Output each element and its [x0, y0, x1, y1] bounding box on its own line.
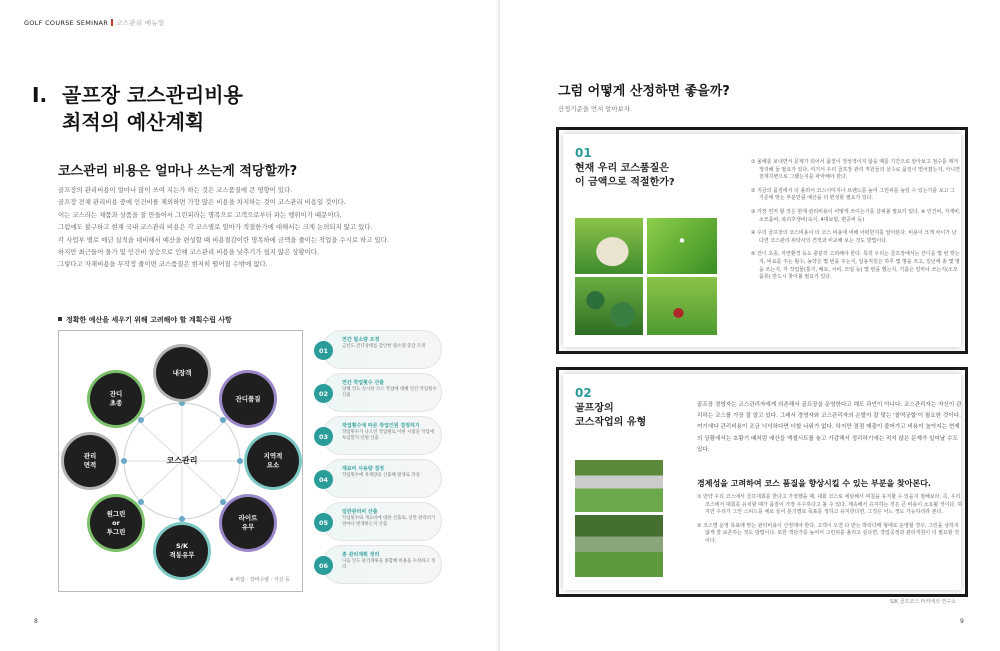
- tournament-photo: [575, 460, 663, 512]
- list-item: ① 만약 우리 코스에서 골프대회를 한다고 가정했을 때, 대회 코스로 세팅해서 며칠을 유지할 수 있을지 점해보라. 즉, 우리 코스에서 대회를 유치할 때가 품질이 가장 우수하다고 볼 수 있다. 계속해서 유지하는 것은 큰 비용이 소요될 것이다. 하지만 우리가 그린 스피드를 예로 들어 분기별로 목표를 정하고 유지한다면, 그것은 어느 정도 가능하리라 본다.: [697, 494, 963, 516]
- planning-step: [314, 502, 442, 541]
- list-item: ③ 가장 먼저 할 것은 현재 관리비용이 어떻게 쓰이는가를 살펴볼 필요가 있다. ※ 인건비, 자재비, 소모품비, 복리후생비(숙식, 4대보험, 편공비 등): [751, 208, 961, 223]
- step-title: 연간 작업횟수 산출: [342, 380, 385, 386]
- body-line: 하지만 최근들어 물가 및 인건비 상승으로 인해 코스관리 비용을 낮추기가 쉽지 않은 상황이다.: [58, 248, 319, 257]
- right-page-subtitle: 산정기준을 먼저 알아보자.: [558, 105, 633, 113]
- bullet-square: [58, 317, 62, 321]
- list-item: ② 코스별 운영 목표에 맞는 관리비용이 산정돼야 한다. 고객이 오면 다 받는 박리다매 형태로 운영할 경우, 그린을 상하지 않게 잘 보존하는 것도 방법이다. 또한 객단가를 높여서 그린피를 올리고 싶다면, 작업공정과 관리직원이 더 필요할 것이다.: [697, 522, 960, 544]
- running-header: [24, 18, 165, 27]
- panel-inner: [563, 134, 961, 347]
- planning-step: [314, 373, 442, 412]
- connector-dot: [138, 499, 144, 505]
- connector-dot: [179, 400, 185, 406]
- golf-bunker-photo: [575, 218, 643, 274]
- body-line: 각 사업부 별로 매년 실적을 대비해서 예산을 편성할 때 비용절감이란 명목하에 금액을 줄이는 작업을 수시로 하고 있다.: [58, 235, 389, 244]
- diagram-node: 라이트 유무: [222, 497, 274, 549]
- panel2-list: [697, 494, 963, 552]
- body-line: 그럼에도 불구하고 현재 국내 코스관리 비용은 각 코스별로 얼마가 적절한가에 대해서는 크게 논의되지 않고 있다.: [58, 223, 373, 232]
- diagram-node: 관리 면적: [64, 435, 116, 487]
- page-number-left: 8: [34, 618, 38, 625]
- chapter-title: [32, 82, 243, 136]
- panel1-list: [751, 159, 961, 288]
- step-title: 연간 필소량 조정: [342, 337, 380, 343]
- step-number: 01: [314, 341, 333, 360]
- step-title: 일반관리비 산출: [342, 509, 378, 515]
- step-title: 작업횟수에 따른 작업인원 결정하기: [342, 423, 420, 429]
- step-description: 작업횟수에 자재량을 산출해 발생로 작성: [342, 473, 420, 478]
- planning-step: [314, 459, 442, 498]
- step-number: 06: [314, 556, 333, 575]
- body-line: 골프장 전체 관리비용 중에 인건비를 제외하면 가장 많은 비용을 차지하는 것이 코스관리 비용일 것이다.: [58, 198, 346, 207]
- diagram-node: 내장객: [156, 347, 208, 399]
- panel-number: 01: [575, 146, 592, 160]
- connector-dot: [138, 417, 144, 423]
- photo-caption: S/K 골프코스 마커에의 연구소: [890, 599, 957, 605]
- step-number: 02: [314, 384, 333, 403]
- chapter-title-line2: 최적의 예산계획: [62, 110, 205, 134]
- header-title: GOLF COURSE SEMINAR: [24, 19, 109, 27]
- connector-dot: [220, 499, 226, 505]
- step-description: 금년도 잔디상태를 감안한 필소량 증감 조정: [342, 344, 426, 349]
- diagram-node: 원그린 or 투그린: [90, 497, 142, 549]
- planning-factors-diagram: [58, 330, 303, 592]
- diagram-node: 잔디 초종: [90, 373, 142, 425]
- section-question: 코스관리 비용은 얼마나 쓰는게 적당할까?: [58, 164, 298, 179]
- planning-steps: [314, 330, 442, 588]
- panel-title-line: 골프장의: [575, 403, 614, 414]
- panel-title-line: 현재 우리 코스품질은: [575, 163, 669, 174]
- step-number: 04: [314, 470, 333, 489]
- body-text: [58, 184, 458, 271]
- panel-inner: [563, 374, 961, 590]
- connector-dot: [121, 458, 127, 464]
- panel-course-quality: [556, 127, 968, 354]
- diagram-node: S/K 적동유무: [156, 525, 208, 577]
- planning-step: [314, 416, 442, 455]
- chapter-number: Ⅰ.: [32, 83, 48, 107]
- panel-number: 02: [575, 386, 592, 400]
- connector-dot: [220, 417, 226, 423]
- panel-title-line: 코스작업의 유형: [575, 417, 647, 428]
- connector-dot: [179, 516, 185, 522]
- step-number: 03: [314, 427, 333, 446]
- gallery-photo: [575, 515, 663, 577]
- header-subtitle: 코스관리 매뉴얼: [116, 19, 165, 27]
- diagram-note: ※ 바람 · 장비수량 · 기상 등: [229, 577, 290, 583]
- step-description: 다음 연도 관리계획을 종합해 비용을 수정하고 정리: [342, 559, 436, 571]
- list-item: ② 지금의 품질에서 더 올려서 코스이미지나 브랜드를 높여 그린피를 높일 수 있는가를 보고 그 기준에 맞는 부분만큼 예산을 더 편성할 필요가 있다.: [751, 187, 955, 202]
- body-line: 이는 코스라는 제품과 상품을 잘 만들어서 그린피라는 명목으로 고객으로부터 파는 행위이기 때문이다.: [58, 210, 342, 219]
- diagram-center: 코스관리: [166, 456, 198, 465]
- planning-step: [314, 545, 442, 584]
- diagram-section-label-text: 정확한 예산을 세우기 위해 고려해야 할 계획수립 사항: [66, 316, 232, 324]
- panel-title: [575, 402, 646, 430]
- diagram-section-label: [58, 315, 232, 325]
- diagram-node: 지역적 요소: [247, 435, 299, 487]
- mowing-photo: [647, 277, 717, 335]
- list-item: ⑤ 잔디 초종, 자연환경 등도 충분히 고려해야 한다. 특히 우리는 골프장에서는 잔디를 몇 번 깎는지, 비료를 주는 횟수, 농약은 몇 번을 주는지, 일용직원은 하루 몇 명을 쓰고, 일년에 총 몇 명을 쓰는지, 각 작업물(통기, 배토, 시비, 모임 등) 몇 번을 했는지, 기름은 얼마나 쓰는지(소모품류) 반드시 찾아볼 필요가 있다.: [751, 251, 960, 281]
- panel-title: [575, 162, 675, 190]
- page-number-right: 9: [960, 618, 964, 625]
- right-page-title: 그럼 어떻게 산정하면 좋을까?: [558, 84, 730, 99]
- body-line: 골프장의 관리비용이 얼마나 많이 쓰여 지는가 하는 것은 코스품질에 큰 영향이 있다.: [58, 186, 293, 194]
- step-description: 작업횟수가 나오면 작업별로 어떤 시범을 작업에 투입할지 인원 산출: [342, 430, 434, 442]
- step-description: 작업횟수와 재료비에 대한 산출로, 일반 관리비가 얼마나 발생하는지 산출: [342, 516, 436, 528]
- chapter-title-line1: 골프장 코스관리비용: [62, 83, 243, 107]
- putting-green-photo: [647, 218, 717, 274]
- connector-dot: [237, 458, 243, 464]
- planning-step: [314, 330, 442, 369]
- diagram-node: 잔디품질: [222, 373, 274, 425]
- panel2-paragraph: 골프장 경영자는 코스관리자에게 의존해서 골프장을 운영한다고 해도 과언이 아니다. 코스관리자는 자신이 관리하는 코스를 가장 잘 알고 있다. 그래서 경영자와 코스관리자의 손발이 잘 맞는 '찰떡궁합'이 필요한 것이다. 여기에다 관리비용이 조금 넉넉하다면 더할 나위가 없다. 하지만 점점 매출이 줄어가고 비용이 높아지는 현재의 상황에서는 호황기 때처럼 예산을 엑셀시트를 놓고 가감해서 정리하기에는 적지 않은 문제가 일어날 수도 있다.: [697, 402, 962, 453]
- step-description: 당해 연도 실시한 코스 작업에 대해 연간 작업횟수 산출: [342, 387, 437, 399]
- step-title: 재료비 사용량 결정: [342, 466, 385, 472]
- header-divider: [111, 19, 113, 26]
- step-number: 05: [314, 513, 333, 532]
- step-title: 총 관리계획 정리: [342, 552, 380, 558]
- aerial-course-photo: [575, 277, 643, 335]
- body-line: 그렇다고 자재비용을 무작정 줄이면 코스품질은 현저히 떨어질 수밖에 없다.: [58, 260, 268, 269]
- panel-title-line: 이 금액으로 적절한가?: [575, 177, 675, 188]
- list-item: ④ 우리 골프장의 코스비용이 타 코스 비용에 비해 어떠한지를 알아본다. 비용이 크게 차이가 난다면 코스관리 위탁사의 견적과 비교해 보는 것도 방법이다.: [751, 230, 957, 244]
- list-item: ① 올해를 보내면서 문제가 되어서 품질이 정상적이지 않을 때를 기간으로 알아보고 점수를 매겨 정리해 둘 필요가 있다. 여기서 우리 골프장 관리 직원들의 실수로 품질이 떨어졌는지, 아니면 천재지변으로 그랬는지를 파악해야 한다.: [751, 159, 960, 181]
- panel2-heading: 경제성을 고려하여 코스 품질을 향상시킬 수 있는 부분을 찾아본다.: [697, 479, 931, 488]
- panel-course-work-types: [556, 367, 968, 597]
